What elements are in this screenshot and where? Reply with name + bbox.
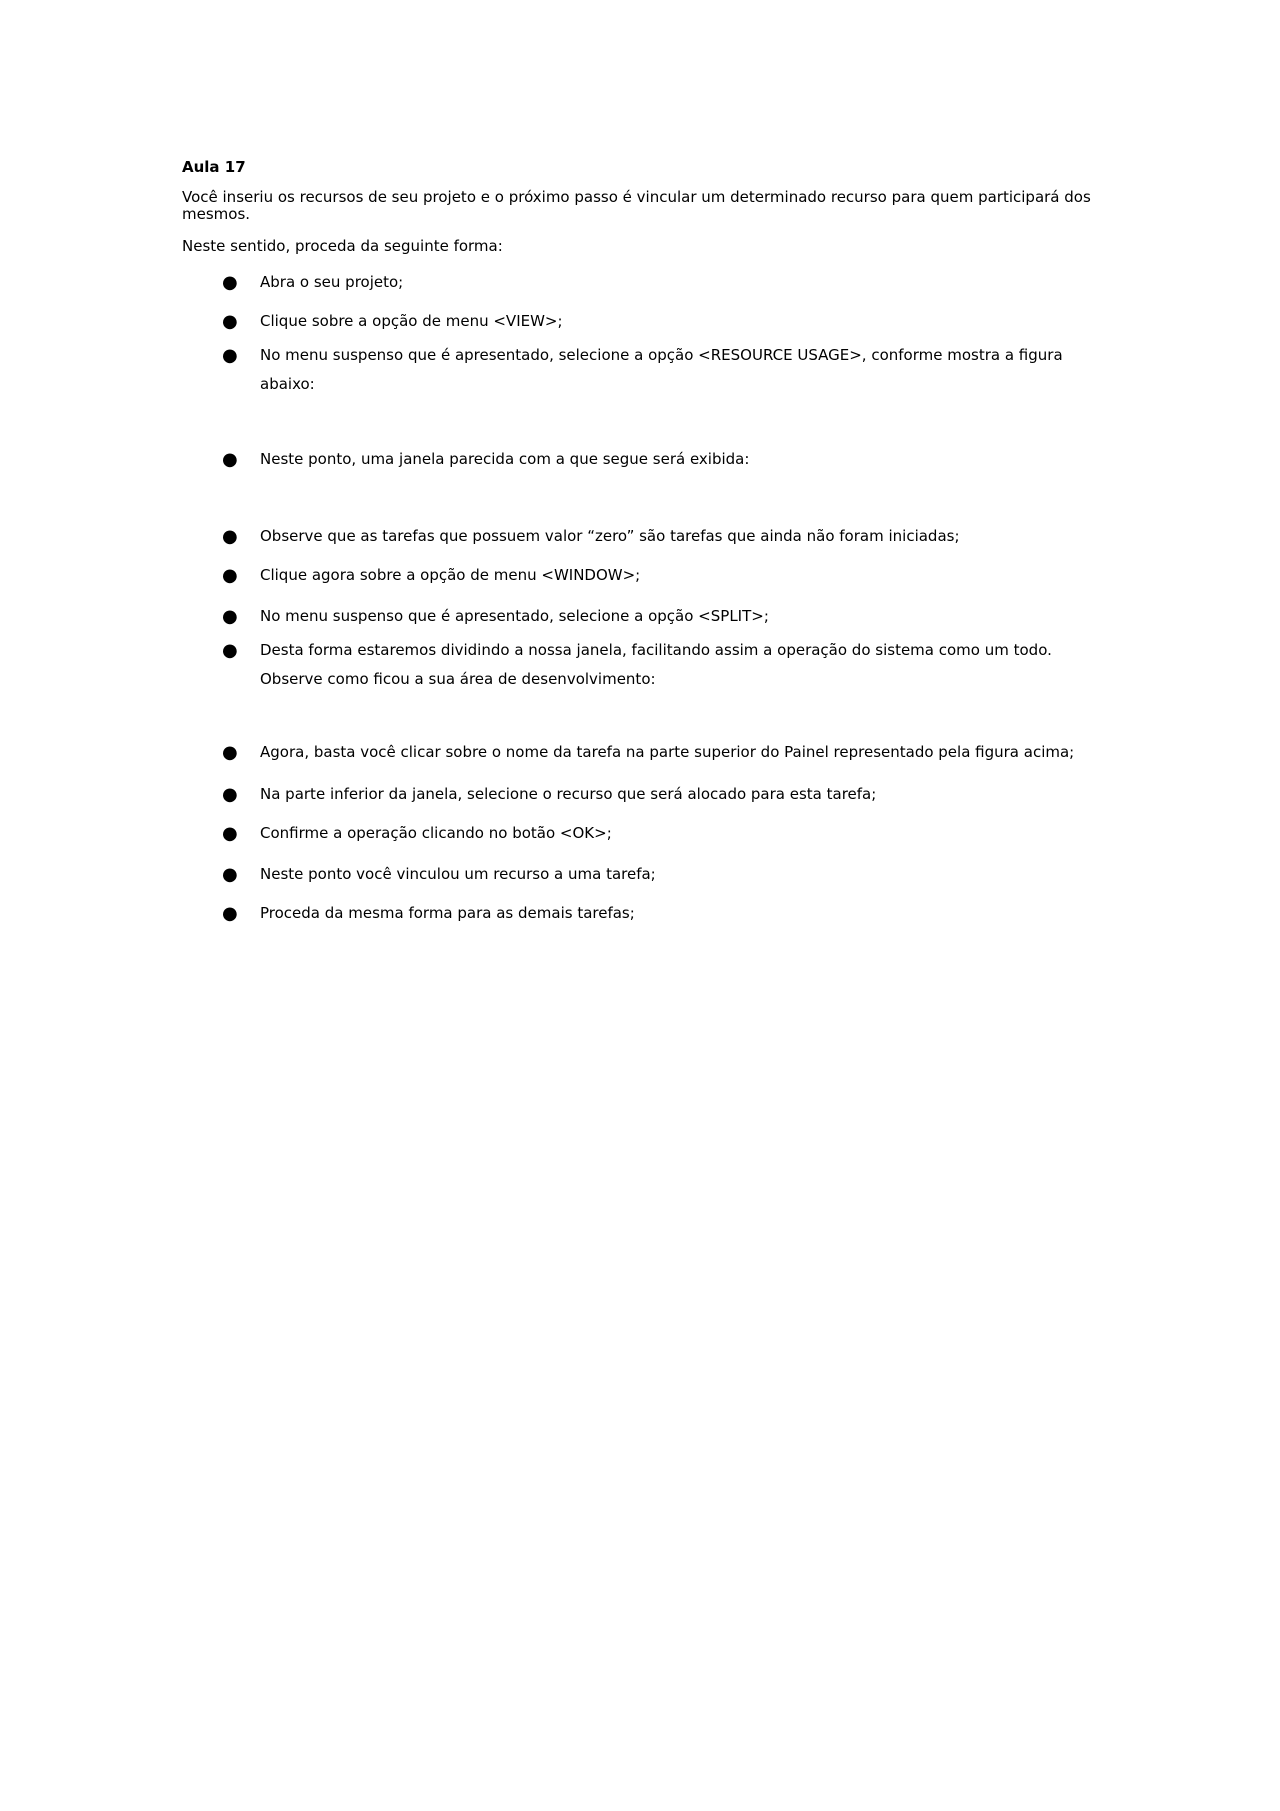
bullet-icon: ● bbox=[222, 565, 238, 586]
list-item-text: Clique sobre a opção de menu <VIEW>; bbox=[260, 312, 563, 330]
bullet-icon: ● bbox=[222, 606, 238, 627]
figure-placeholder bbox=[260, 698, 1020, 738]
figure-placeholder bbox=[260, 478, 1020, 516]
list-item-text: Neste ponto você vinculou um recurso a uma tarefa; bbox=[260, 865, 656, 883]
bullet-icon: ● bbox=[222, 272, 238, 293]
bullet-icon: ● bbox=[222, 784, 238, 805]
list-item-text: Observe que as tarefas que possuem valor “zero” são tarefas que ainda não foram iniciadas; bbox=[260, 527, 960, 545]
bullet-icon: ● bbox=[222, 903, 238, 924]
list-item-text: Proceda da mesma forma para as demais tarefas; bbox=[260, 904, 635, 922]
bullet-icon: ● bbox=[222, 864, 238, 885]
list-item-text: No menu suspenso que é apresentado, selecione a opção <SPLIT>; bbox=[260, 607, 769, 625]
list-item-text: Confirme a operação clicando no botão <OK>; bbox=[260, 824, 612, 842]
figure-placeholder bbox=[260, 405, 1020, 445]
bullet-icon: ● bbox=[222, 742, 238, 763]
list-item-text: Clique agora sobre a opção de menu <WINDOW>; bbox=[260, 566, 641, 584]
list-item-text: Abra o seu projeto; bbox=[260, 273, 404, 291]
lead-paragraph: Neste sentido, proceda da seguinte forma: bbox=[182, 237, 503, 255]
list-item-text: Na parte inferior da janela, selecione o recurso que será alocado para esta tarefa; bbox=[260, 785, 877, 803]
list-item-text: Neste ponto, uma janela parecida com a que segue será exibida: bbox=[260, 450, 750, 468]
bullet-icon: ● bbox=[222, 640, 238, 661]
intro-paragraph: Você inseriu os recursos de seu projeto e o próximo passo é vincular um determinado recurso para quem participará dos mesmos. bbox=[182, 188, 1091, 223]
bullet-icon: ● bbox=[222, 449, 238, 470]
bullet-icon: ● bbox=[222, 823, 238, 844]
list-item-text: Agora, basta você clicar sobre o nome da tarefa na parte superior do Painel representado pela figura acima; bbox=[260, 743, 1075, 761]
list-item-text: Desta forma estaremos dividindo a nossa janela, facilitando assim a operação do sistema como um todo. Observe como ficou a sua área de desenvolvimento: bbox=[260, 641, 1057, 688]
bullet-icon: ● bbox=[222, 526, 238, 547]
bullet-icon: ● bbox=[222, 345, 238, 366]
list-item-text: No menu suspenso que é apresentado, selecione a opção <RESOURCE USAGE>, conforme mostra a figura abaixo: bbox=[260, 346, 1068, 393]
page-title: Aula 17 bbox=[182, 158, 246, 176]
bullet-icon: ● bbox=[222, 311, 238, 332]
